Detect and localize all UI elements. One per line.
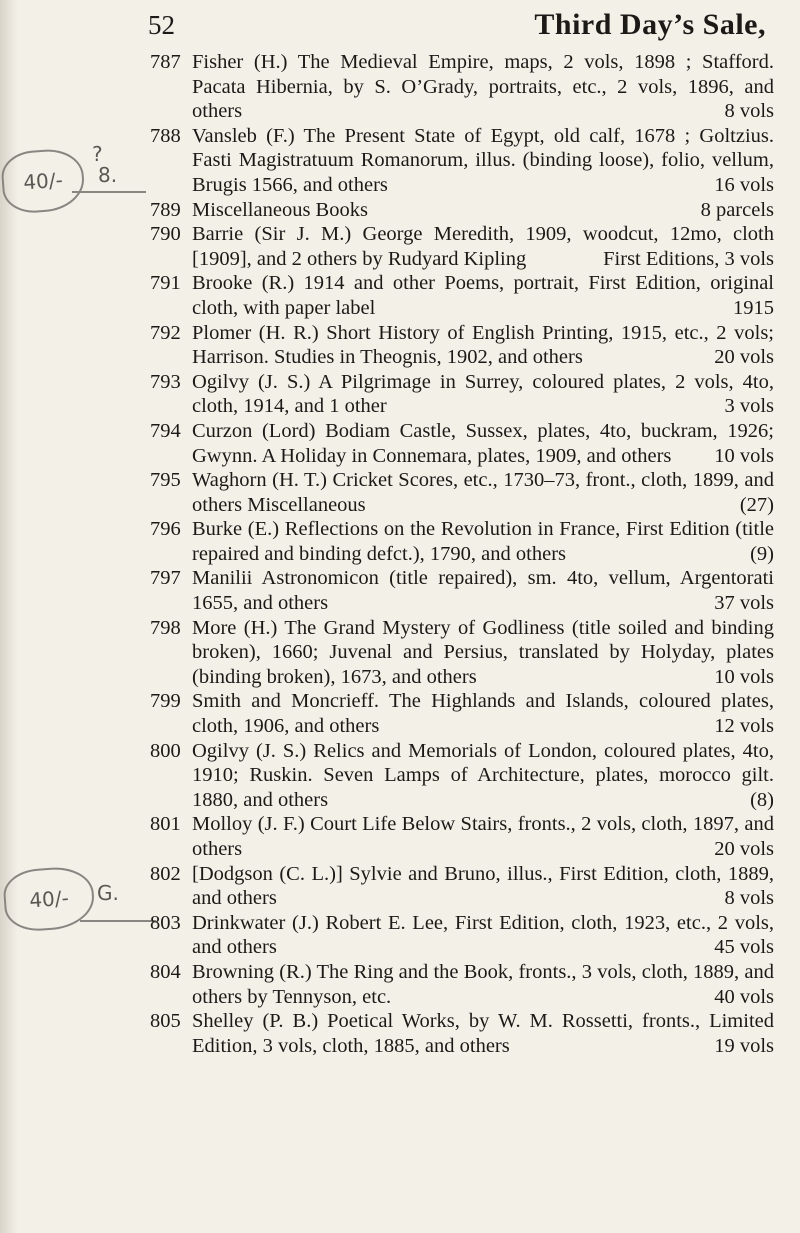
lot-title: Curzon (Lord) Bodiam Castle, Sussex, plates, 4to, buckram, 1926; Gwynn. A Holiday in Connemara, plates, 1909, and others bbox=[192, 419, 774, 467]
lot-description bbox=[192, 566, 774, 615]
lot-description bbox=[192, 911, 774, 960]
lot-description bbox=[192, 616, 774, 690]
lot-number: 797 bbox=[150, 567, 181, 590]
lot-title: Shelley (P. B.) Poetical Works, by W. M. Rossetti, fronts., Limited Edition, 3 vols, cloth, 1885, and others bbox=[192, 1010, 774, 1057]
lot-quantity: 20 vols bbox=[714, 838, 774, 860]
lot-entry bbox=[150, 862, 774, 911]
lot-title: Waghorn (H. T.) Cricket Scores, etc., 1730–73, front., cloth, 1899, and others Miscellaneous bbox=[192, 469, 774, 516]
lot-title: Brooke (R.) 1914 and other Poems, portrait, First Edition, original cloth, with paper label bbox=[192, 272, 774, 319]
lot-quantity: (27) bbox=[739, 493, 774, 516]
lot-number: 790 bbox=[150, 223, 181, 246]
running-title: Third Day’s Sale, bbox=[534, 8, 766, 41]
lot-description bbox=[192, 419, 774, 468]
lot-description bbox=[192, 50, 774, 124]
lot-description bbox=[192, 689, 774, 738]
lot-description bbox=[192, 960, 774, 1009]
lot-description bbox=[192, 321, 774, 370]
lot-number: 804 bbox=[150, 960, 181, 983]
lot-description bbox=[192, 862, 774, 911]
lot-quantity: (8) bbox=[750, 788, 774, 811]
lot-number: 801 bbox=[150, 813, 181, 836]
handwritten-price-mark: 40/- bbox=[0, 147, 86, 215]
lot-entry bbox=[150, 198, 774, 223]
lot-quantity: 8 vols bbox=[724, 100, 774, 123]
lot-number: 802 bbox=[150, 862, 181, 885]
lot-number: 787 bbox=[150, 51, 181, 73]
lot-number: 793 bbox=[150, 370, 181, 393]
handwritten-price-mark: 40/- bbox=[2, 865, 96, 933]
lot-entry bbox=[150, 468, 774, 517]
lot-description bbox=[192, 517, 774, 566]
lot-number: 805 bbox=[150, 1010, 181, 1033]
handwritten-underline bbox=[72, 191, 146, 193]
lot-description bbox=[192, 271, 774, 320]
lot-entry bbox=[150, 124, 774, 198]
handwritten-note: G. bbox=[97, 881, 119, 905]
lot-number: 803 bbox=[150, 911, 181, 934]
lot-title: Molloy (J. F.) Court Life Below Stairs, fronts., 2 vols, cloth, 1897, and others bbox=[192, 813, 774, 860]
lot-quantity: 16 vols bbox=[714, 173, 774, 196]
lot-title: [Dodgson (C. L.)] Sylvie and Bruno, illus., First Edition, cloth, 1889, and others bbox=[192, 862, 774, 910]
lot-number: 792 bbox=[150, 321, 181, 344]
handwritten-underline bbox=[80, 920, 156, 922]
lot-entry bbox=[150, 271, 774, 320]
lot-quantity: 3 vols bbox=[724, 395, 774, 418]
lot-quantity: 1915 bbox=[733, 296, 774, 319]
lot-title: Miscellaneous Books bbox=[192, 198, 368, 221]
lot-description bbox=[192, 468, 774, 517]
lot-quantity: 20 vols bbox=[714, 346, 774, 369]
lot-entry bbox=[150, 517, 774, 566]
lot-description bbox=[192, 370, 774, 419]
lot-quantity: 19 vols bbox=[714, 1034, 774, 1057]
lot-entry bbox=[150, 960, 774, 1009]
lot-title: Burke (E.) Reflections on the Revolution in France, First Edition (title repaired and binding defct.), 1790, and others bbox=[192, 518, 774, 565]
lot-description bbox=[192, 812, 774, 861]
lot-quantity: 8 vols bbox=[724, 887, 774, 910]
lot-entry bbox=[150, 812, 774, 861]
page-header bbox=[148, 8, 766, 42]
page-number: 52 bbox=[148, 10, 175, 40]
lot-description bbox=[192, 198, 774, 223]
lot-quantity: First Editions, 3 vols bbox=[603, 247, 774, 270]
lot-number: 799 bbox=[150, 690, 181, 713]
lot-entry bbox=[150, 1009, 774, 1058]
lot-entry bbox=[150, 370, 774, 419]
lot-description bbox=[192, 739, 774, 813]
lot-quantity: 10 vols bbox=[714, 444, 774, 467]
lot-description bbox=[192, 222, 774, 271]
lot-quantity: 37 vols bbox=[714, 592, 774, 615]
lot-entry bbox=[150, 222, 774, 271]
lot-list bbox=[150, 50, 774, 1058]
lot-title: Drinkwater (J.) Robert E. Lee, First Edition, cloth, 1923, etc., 2 vols, and others bbox=[192, 911, 774, 959]
lot-quantity: 10 vols bbox=[714, 665, 774, 688]
lot-title: Vansleb (F.) The Present State of Egypt, old calf, 1678 ; Goltzius. Fasti Magistratuum Romanorum, illus. (binding loose), folio, vellum, Brugis 1566, and others bbox=[192, 124, 774, 196]
lot-title: Browning (R.) The Ring and the Book, fronts., 3 vols, cloth, 1889, and others by Tennyson, etc. bbox=[192, 960, 774, 1008]
lot-entry bbox=[150, 911, 774, 960]
lot-quantity: 12 vols bbox=[714, 715, 774, 738]
lot-title: Ogilvy (J. S.) Relics and Memorials of London, coloured plates, 4to, 1910; Ruskin. Seven Lamps of Architecture, plates, morocco gilt. 1880, and others bbox=[192, 739, 774, 811]
lot-entry bbox=[150, 50, 774, 124]
lot-number: 794 bbox=[150, 419, 181, 442]
lot-title: Barrie (Sir J. M.) George Meredith, 1909, woodcut, 12mo, cloth [1909], and 2 others by Rudyard Kipling bbox=[192, 223, 774, 270]
handwritten-note: 8. bbox=[98, 163, 118, 187]
lot-entry bbox=[150, 321, 774, 370]
lot-title: Ogilvy (J. S.) A Pilgrimage in Surrey, coloured plates, 2 vols, 4to, cloth, 1914, and 1 other bbox=[192, 370, 774, 418]
lot-entry bbox=[150, 616, 774, 690]
lot-number: 788 bbox=[150, 124, 181, 147]
lot-title: Smith and Moncrieff. The Highlands and Islands, coloured plates, cloth, 1906, and others bbox=[192, 690, 774, 738]
lot-title: More (H.) The Grand Mystery of Godliness (title soiled and binding broken), 1660; Juvenal and Persius, translated by Holyday, plates (binding broken), 1673, and others bbox=[192, 616, 774, 688]
lot-number: 800 bbox=[150, 739, 181, 762]
lot-quantity: (9) bbox=[750, 542, 774, 565]
lot-title: Fisher (H.) The Medieval Empire, maps, 2 vols, 1898 ; Stafford. Pacata Hibernia, by S. O’Grady, portraits, etc., 2 vols, 1896, and others bbox=[192, 51, 774, 123]
handwritten-note: ? bbox=[92, 142, 103, 166]
lot-number: 795 bbox=[150, 469, 181, 492]
lot-entry bbox=[150, 739, 774, 813]
lot-number: 789 bbox=[150, 198, 181, 221]
lot-number: 796 bbox=[150, 518, 181, 541]
lot-quantity: 8 parcels bbox=[700, 198, 774, 221]
lot-description bbox=[192, 124, 774, 198]
lot-entry bbox=[150, 689, 774, 738]
lot-description bbox=[192, 1009, 774, 1058]
lot-quantity: 40 vols bbox=[714, 985, 774, 1008]
lot-entry bbox=[150, 419, 774, 468]
lot-quantity: 45 vols bbox=[714, 936, 774, 959]
lot-title: Plomer (H. R.) Short History of English Printing, 1915, etc., 2 vols; Harrison. Studies in Theognis, 1902, and others bbox=[192, 321, 774, 369]
lot-number: 791 bbox=[150, 272, 181, 295]
lot-number: 798 bbox=[150, 616, 181, 639]
lot-title: Manilii Astronomicon (title repaired), sm. 4to, vellum, Argentorati 1655, and others bbox=[192, 567, 774, 615]
lot-entry bbox=[150, 566, 774, 615]
